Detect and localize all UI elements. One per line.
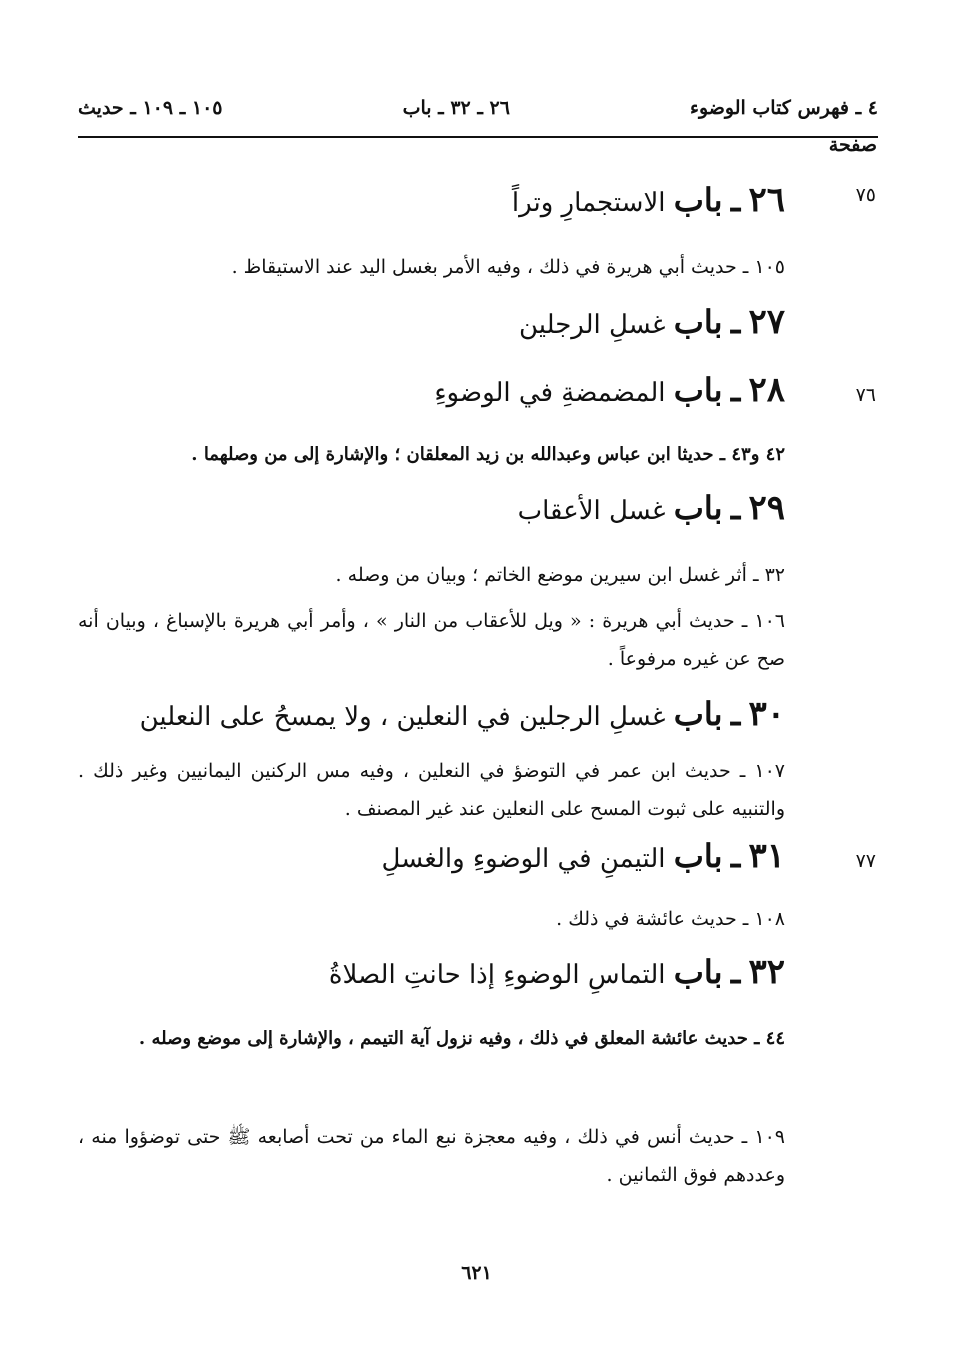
chapter-word: باب [673, 695, 723, 733]
chapter-heading [518, 488, 785, 528]
chapter-word: باب [673, 953, 723, 991]
chapter-number: ٢٦ [748, 180, 785, 220]
chapter-word: باب [673, 489, 723, 527]
chapter-title: غسلِ الرجلين [518, 310, 666, 340]
hadith-entry: ٤٢ و٤٣ ـ حديثا ابن عباس وعبدالله بن زيد المعلقان ؛ والإشارة إلى من وصلهما . [191, 444, 785, 465]
hadith-entry: ١٠٥ ـ حديث أبي هريرة في ذلك ، وفيه الأمر بغسل اليد عند الاستيقاظ . [231, 256, 785, 278]
hadith-entry: ١٠٩ ـ حديث أنس في ذلك ، وفيه معجزة نبع الماء من تحت أصابعه ﷺ حتى توضؤوا منه ، وعددهم فوق الثمانين . [78, 1126, 785, 1186]
page-number: ٦٢١ [461, 1262, 492, 1284]
chapter-number: ٢٩ [748, 488, 785, 528]
chapter-page-ref: ٧٦ [855, 384, 876, 406]
chapter-word: باب [673, 181, 723, 219]
chapter-title: غسل الأعقاب [517, 496, 666, 526]
chapter-heading [382, 836, 785, 876]
chapter-word: باب [673, 837, 723, 875]
chapter-dash: ـ [730, 695, 741, 733]
chapter-heading [512, 180, 785, 220]
chapter-word: باب [673, 371, 723, 409]
chapter-title: الاستجمارِ وتراً [511, 188, 666, 218]
chapter-dash: ـ [730, 303, 741, 341]
hadith-entry: ١٠٧ ـ حديث ابن عمر في التوضؤ في النعلين ، وفيه مس الركنين اليمانيين وغير ذلك . والتنبيه على ثبوت المسح على النعلين عند غير المصنف . [78, 760, 785, 820]
chapter-number: ٢٨ [748, 370, 785, 410]
chapter-title: غسلِ الرجلين في النعلين ، ولا يمسحُ على النعلين [139, 702, 666, 732]
chapter-heading [140, 694, 785, 734]
chapter-number: ٣٢ [748, 952, 785, 992]
hadith-entry: ١٠٦ ـ حديث أبي هريرة : « ويل للأعقاب من النار » ، وأمر أبي هريرة بالإسباغ ، وبيان أنه صح عن غيره مرفوعاً . [78, 610, 785, 670]
chapter-page-ref: ٧٥ [855, 184, 876, 206]
chapter-title: المضمضةِ في الوضوءِ [434, 378, 666, 408]
chapter-heading [329, 952, 785, 992]
chapter-dash: ـ [730, 489, 741, 527]
chapter-dash: ـ [730, 953, 741, 991]
running-header [78, 88, 878, 128]
hadith-entry: ٣٢ ـ أثر غسل ابن سيرين موضع الخاتم ؛ وبيان من وصله . [335, 564, 785, 586]
chapter-dash: ـ [730, 181, 741, 219]
hadith-entry: ١٠٨ ـ حديث عائشة في ذلك . [556, 908, 785, 930]
chapter-number: ٣٠ [748, 694, 785, 734]
header-section-title: ٤ ـ فهرس كتاب الوضوء [690, 97, 878, 119]
header-chapter-range: ٢٦ ـ ٣٢ ـ باب [402, 97, 510, 119]
hadith-entry: ٤٤ ـ حديث عائشة المعلق في ذلك ، وفيه نزول آية التيمم ، والإشارة إلى موضع وصله . [138, 1028, 785, 1049]
header-rule [78, 136, 878, 138]
chapter-page-ref: ٧٧ [855, 850, 876, 872]
chapter-dash: ـ [730, 371, 741, 409]
chapter-number: ٣١ [748, 836, 785, 876]
header-hadith-range: ١٠٥ ـ ١٠٩ ـ حديث [78, 97, 223, 119]
chapter-title: التماسِ الوضوءِ إذا حانتِ الصلاةُ [328, 960, 666, 990]
chapter-number: ٢٧ [748, 302, 785, 342]
chapter-heading [519, 302, 785, 342]
chapter-dash: ـ [730, 837, 741, 875]
chapter-heading [434, 370, 785, 410]
page-column-label: صفحة [828, 134, 877, 156]
chapter-title: التيمنِ في الوضوءِ والغسلِ [381, 844, 666, 874]
chapter-word: باب [673, 303, 723, 341]
